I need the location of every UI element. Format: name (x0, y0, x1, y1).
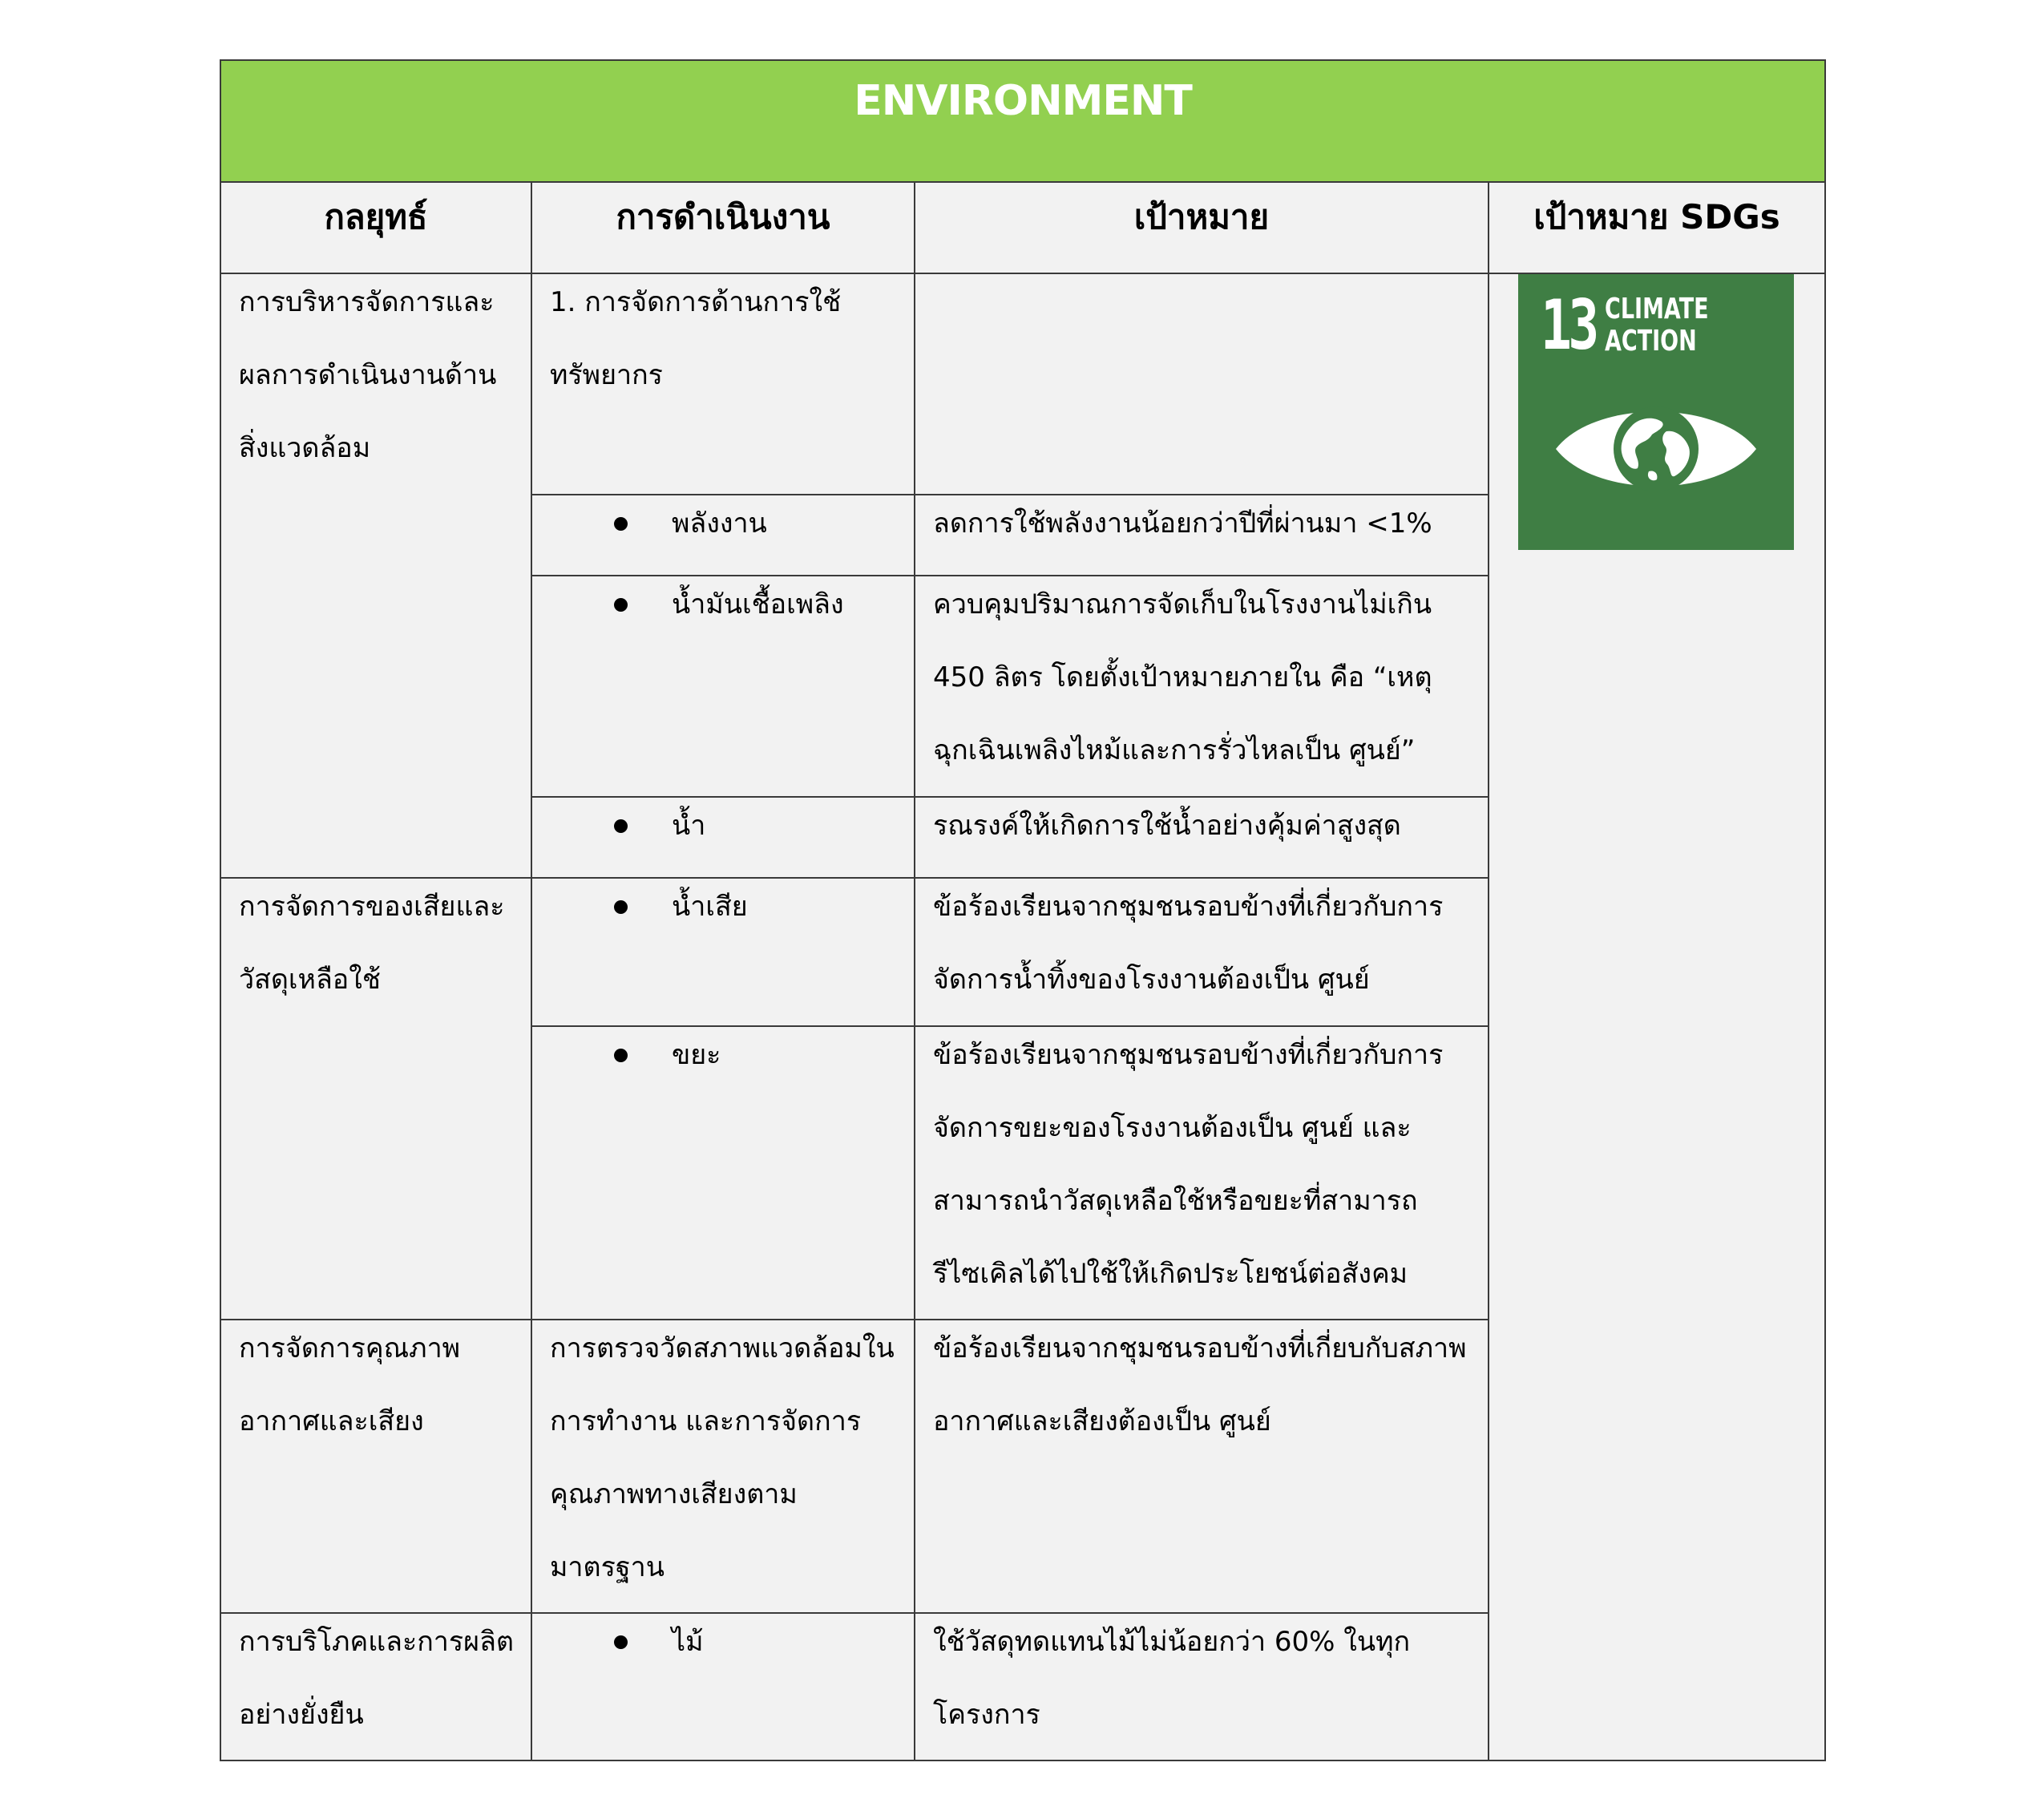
bullet-icon (614, 900, 628, 914)
target-cell: ใช้วัสดุทดแทนไม้ไม่น้อยกว่า 60% ในทุกโครงการ (915, 1613, 1489, 1760)
target-cell: ข้อร้องเรียนจากชุมชนรอบข้างที่เกี่ยบกับสภาพอากาศและเสียงต้องเป็น ศูนย์ (915, 1320, 1489, 1613)
sdg-label: CLIMATE ACTION (1605, 293, 1709, 358)
table-title: ENVIRONMENT (854, 77, 1192, 125)
operation-cell: พลังงาน (531, 495, 915, 576)
strategy-cell: การบริหารจัดการและผลการดำเนินงานด้านสิ่งแวดล้อม (220, 273, 531, 878)
target-cell (915, 273, 1489, 495)
operation-cell: น้ำมันเชื้อเพลิง (531, 576, 915, 797)
bullet-icon (614, 517, 628, 531)
sdg-13-climate-action-tile (1518, 274, 1794, 550)
title-row (220, 60, 1825, 182)
operation-cell: ขยะ (531, 1026, 915, 1320)
target-cell: รณรงค์ให้เกิดการใช้น้ำอย่างคุ้มค่าสูงสุด (915, 797, 1489, 878)
environment-table (220, 59, 1826, 1761)
operation-cell: การตรวจวัดสภาพแวดล้อมในการทำงาน และการจัดการคุณภาพทางเสียงตามมาตรฐาน (531, 1320, 915, 1613)
strategy-cell: การจัดการของเสียและวัสดุเหลือใช้ (220, 878, 531, 1320)
bullet-icon (614, 1049, 628, 1062)
sdg-cell (1489, 273, 1825, 1760)
bullet-icon (614, 1635, 628, 1649)
operation-cell: น้ำเสีย (531, 878, 915, 1026)
title-cell (220, 60, 1825, 182)
column-header-operation: การดำเนินงาน (531, 182, 915, 273)
column-header-strategy: กลยุทธ์ (220, 182, 531, 273)
bullet-icon (614, 819, 628, 833)
table-row (220, 273, 1825, 495)
strategy-cell: การบริโภคและการผลิตอย่างยั่งยืน (220, 1613, 531, 1760)
target-cell: ควบคุมปริมาณการจัดเก็บในโรงงานไม่เกิน 450 ลิตร โดยตั้งเป้าหมายภายใน คือ “เหตุฉุกเฉินเพลิงไหม้และการรั่วไหลเป็น ศูนย์” (915, 576, 1489, 797)
header-row (220, 182, 1825, 273)
target-cell: ข้อร้องเรียนจากชุมชนรอบข้างที่เกี่ยวกับการจัดการขยะของโรงงานต้องเป็น ศูนย์ และสามารถนำวัสดุเหลือใช้หรือขยะที่สามารถรีไซเคิลได้ไปใช้ให้เกิดประโยชน์ต่อสังคม (915, 1026, 1489, 1320)
column-header-target: เป้าหมาย (915, 182, 1489, 273)
operation-cell: ไม้ (531, 1613, 915, 1760)
target-cell: ข้อร้องเรียนจากชุมชนรอบข้างที่เกี่ยวกับการจัดการน้ำทิ้งของโรงงานต้องเป็น ศูนย์ (915, 878, 1489, 1026)
operation-cell: น้ำ (531, 797, 915, 878)
target-cell: ลดการใช้พลังงานน้อยกว่าปีที่ผ่านมา <1% (915, 495, 1489, 576)
sdg-number: 13 (1541, 285, 1596, 366)
strategy-cell: การจัดการคุณภาพอากาศและเสียง (220, 1320, 531, 1613)
column-header-sdg-target: เป้าหมาย SDGs (1489, 182, 1825, 273)
bullet-icon (614, 598, 628, 612)
eye-earth-icon (1554, 394, 1758, 503)
operation-cell: 1. การจัดการด้านการใช้ทรัพยากร (531, 273, 915, 495)
